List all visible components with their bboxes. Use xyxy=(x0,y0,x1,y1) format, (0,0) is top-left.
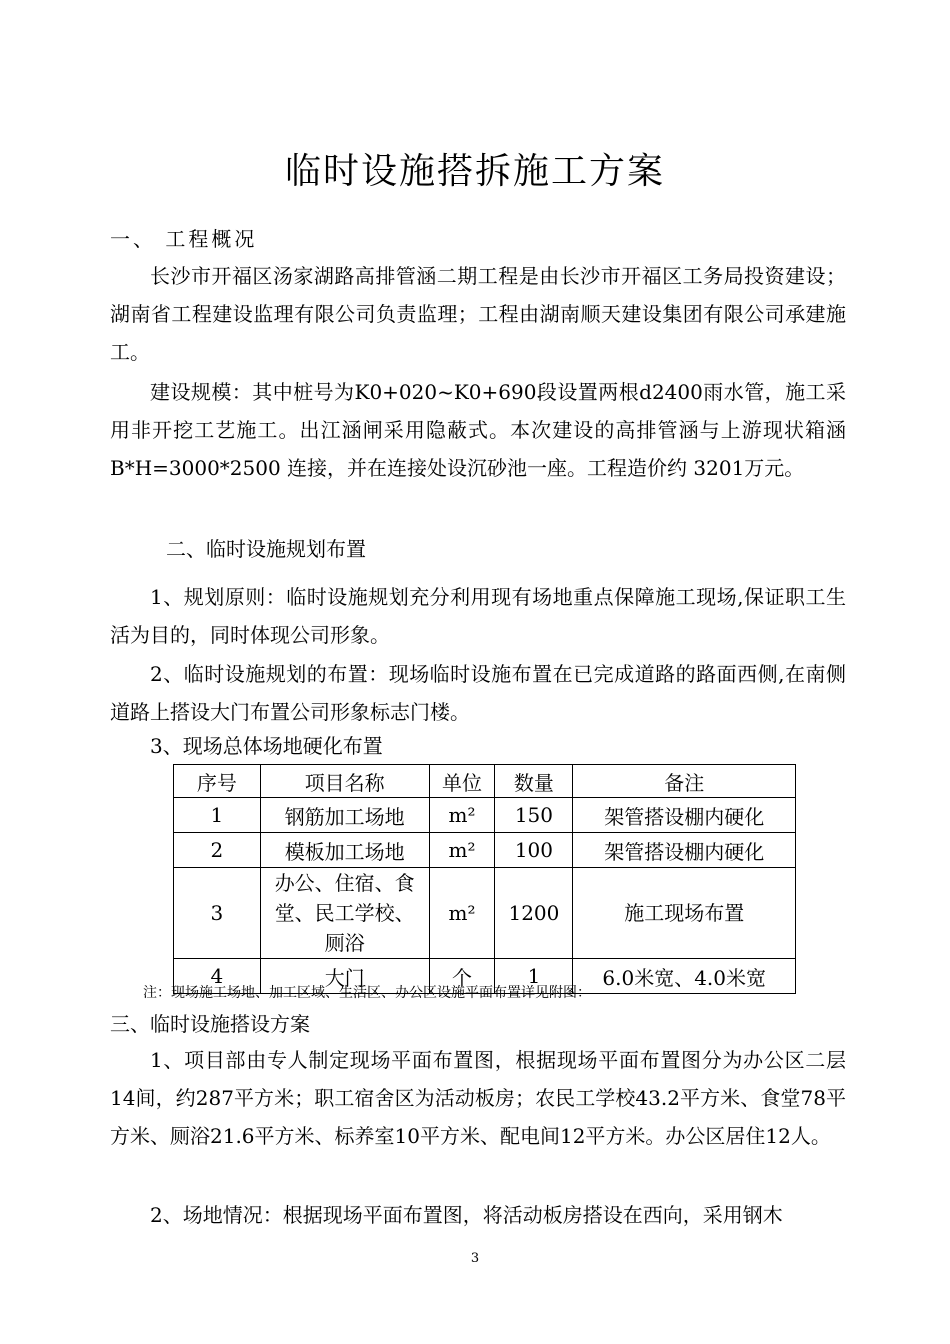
section-heading-overview: 一、 工程概况 xyxy=(110,227,258,251)
section-heading-planning: 二、临时设施规划布置 xyxy=(166,537,366,561)
site-hardening-table xyxy=(173,764,796,994)
table-row xyxy=(174,833,796,868)
table-cell: 办公、住宿、食堂、民工学校、厕浴 xyxy=(260,868,429,959)
page-number: 3 xyxy=(470,1251,480,1266)
table-cell: 施工现场布置 xyxy=(573,868,796,959)
overview-paragraph-1: 长沙市开福区汤家湖路高排管涵二期工程是由长沙市开福区工务局投资建设；湖南省工程建设监理有限公司负责监理；工程由湖南顺天建设集团有限公司承建施工。 xyxy=(110,264,846,364)
table-cell: 个 xyxy=(429,959,495,994)
table-cell: 模板加工场地 xyxy=(260,833,429,868)
header-quantity: 数量 xyxy=(495,765,573,798)
table-header-row xyxy=(174,765,796,798)
header-item-name: 项目名称 xyxy=(260,765,429,798)
table-cell: 大门 xyxy=(260,959,429,994)
table-row xyxy=(174,868,796,959)
scheme-paragraph-2: 2、场地情况：根据现场平面布置图，将活动板房搭设在西向，采用钢木 xyxy=(150,1203,783,1227)
table-cell: 1200 xyxy=(495,868,573,959)
table-cell: 2 xyxy=(174,833,261,868)
table-cell: m² xyxy=(429,833,495,868)
table-cell: 架管搭设棚内硬化 xyxy=(573,833,796,868)
table-cell: m² xyxy=(429,868,495,959)
table-cell: 1 xyxy=(495,959,573,994)
table-cell: m² xyxy=(429,798,495,833)
table-cell: 钢筋加工场地 xyxy=(260,798,429,833)
hardening-layout-heading: 3、现场总体场地硬化布置 xyxy=(150,734,383,758)
header-unit: 单位 xyxy=(429,765,495,798)
header-remarks: 备注 xyxy=(573,765,796,798)
header-index: 序号 xyxy=(174,765,261,798)
table-cell: 100 xyxy=(495,833,573,868)
table-cell: 3 xyxy=(174,868,261,959)
table-cell: 6.0米宽、4.0米宽 xyxy=(573,959,796,994)
table-cell: 1 xyxy=(174,798,261,833)
document-title: 临时设施搭拆施工方案 xyxy=(284,151,665,192)
table-cell: 150 xyxy=(495,798,573,833)
scheme-paragraph-1: 1、项目部由专人制定现场平面布置图，根据现场平面布置图分为办公区二层14间，约287平方米；职工宿舍区为活动板房；农民工学校43.2平方米、食堂78平方米、厕浴21.6平方米、标养室10平方米、配电间12平方米。办公区居住12人。 xyxy=(110,1048,846,1148)
overview-paragraph-2: 建设规模：其中桩号为K0+020~K0+690段设置两根d2400雨水管，施工采用非开挖工艺施工。出江涵闸采用隐蔽式。本次建设的高排管涵与上游现状箱涵 B*H=3000*2500 连接，并在连接处设沉砂池一座。工程造价约 3201万元。 xyxy=(110,380,846,480)
section-heading-scheme: 三、临时设施搭设方案 xyxy=(110,1012,310,1036)
table-note: 注：现场施工场地、加工区域、生活区、办公区设施平面布置详见附图： xyxy=(143,985,591,1001)
table-cell: 架管搭设棚内硬化 xyxy=(573,798,796,833)
table-cell: 4 xyxy=(174,959,261,994)
table-row xyxy=(174,798,796,833)
planning-principle-paragraph: 1、规划原则：临时设施规划充分利用现有场地重点保障施工现场,保证职工生活为目的，同时体现公司形象。 xyxy=(110,585,846,647)
planning-layout-paragraph: 2、临时设施规划的布置：现场临时设施布置在已完成道路的路面西侧,在南侧道路上搭设大门布置公司形象标志门楼。 xyxy=(110,662,846,724)
